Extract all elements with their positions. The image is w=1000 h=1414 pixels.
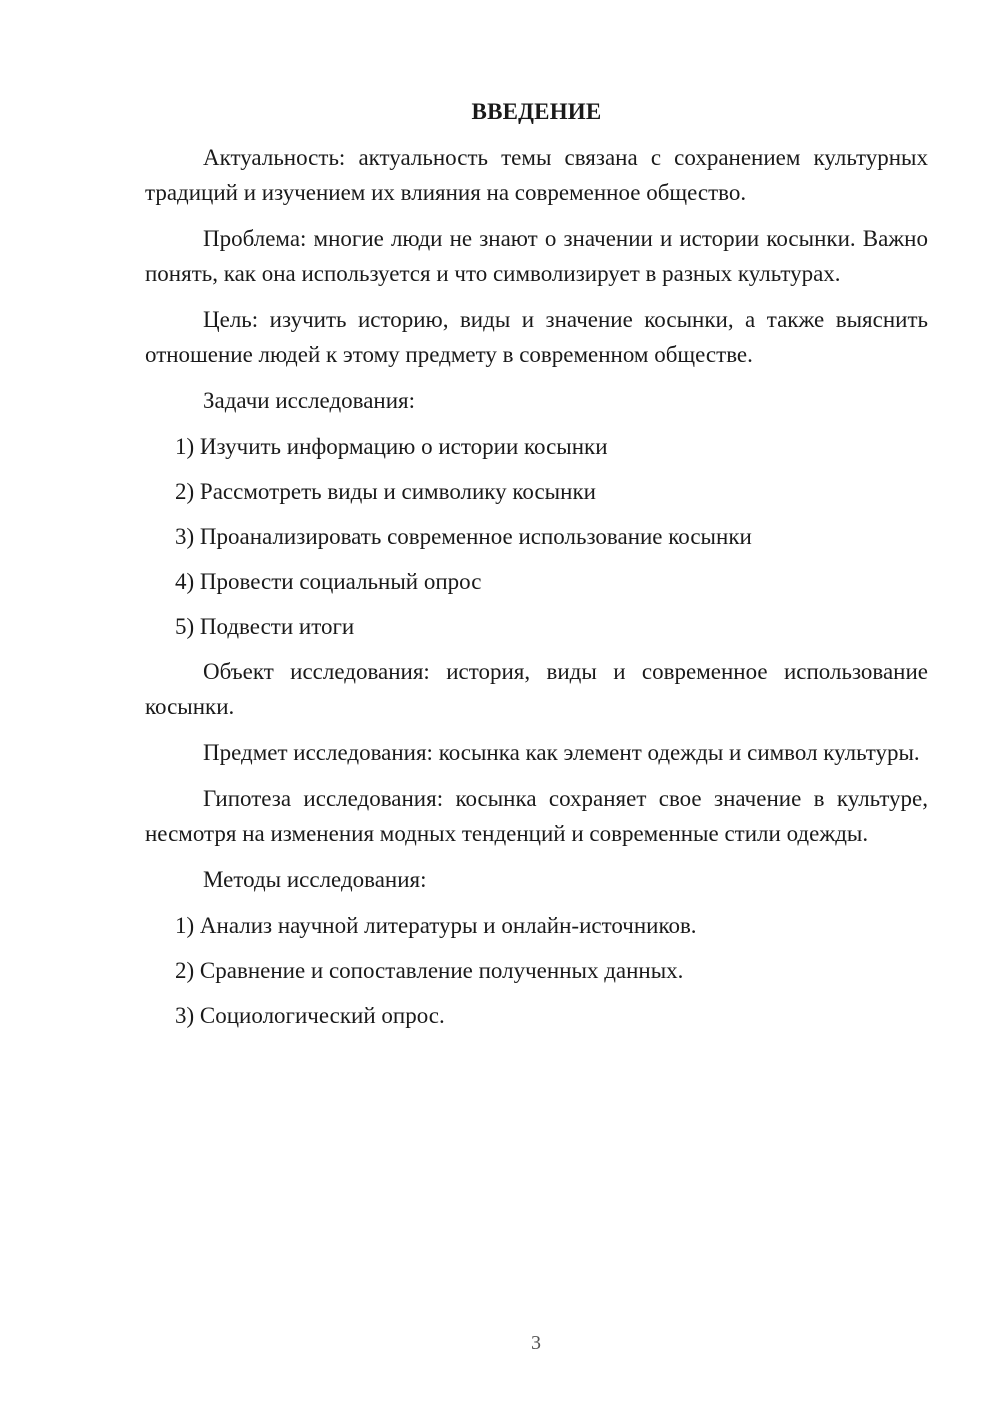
section-title: ВВЕДЕНИЕ [471,99,602,124]
problem-paragraph: Проблема: многие люди не знают о значении и истории косынки. Важно понять, как она используется и что символизирует в разных культурах. [145,226,928,286]
method-item: 3) Социологический опрос. [175,1003,445,1028]
page-content [145,94,928,1043]
task-item: 1) Изучить информацию о истории косынки [175,434,608,459]
hypothesis-paragraph: Гипотеза исследования: косынка сохраняет свое значение в культуре, несмотря на изменения модных тенденций и современные стили одежды. [145,786,928,846]
subject-paragraph: Предмет исследования: косынка как элемент одежды и символ культуры. [203,740,920,765]
method-item: 1) Анализ научной литературы и онлайн-источников. [175,913,697,938]
methods-heading: Методы исследования: [203,867,427,892]
task-item: 3) Проанализировать современное использование косынки [175,524,752,549]
tasks-heading: Задачи исследования: [203,388,416,413]
goal-paragraph: Цель: изучить историю, виды и значение косынки, а также выяснить отношение людей к этому предмету в современном обществе. [145,307,928,367]
task-item: 4) Провести социальный опрос [175,569,482,594]
method-item: 2) Сравнение и сопоставление полученных данных. [175,958,684,983]
task-item: 5) Подвести итоги [175,614,355,639]
page-number: 3 [531,1332,541,1354]
relevance-paragraph: Актуальность: актуальность темы связана с сохранением культурных традиций и изучением их влияния на современное общество. [145,145,928,205]
task-item: 2) Рассмотреть виды и символику косынки [175,479,596,504]
object-paragraph: Объект исследования: история, виды и современное использование косынки. [145,659,928,719]
